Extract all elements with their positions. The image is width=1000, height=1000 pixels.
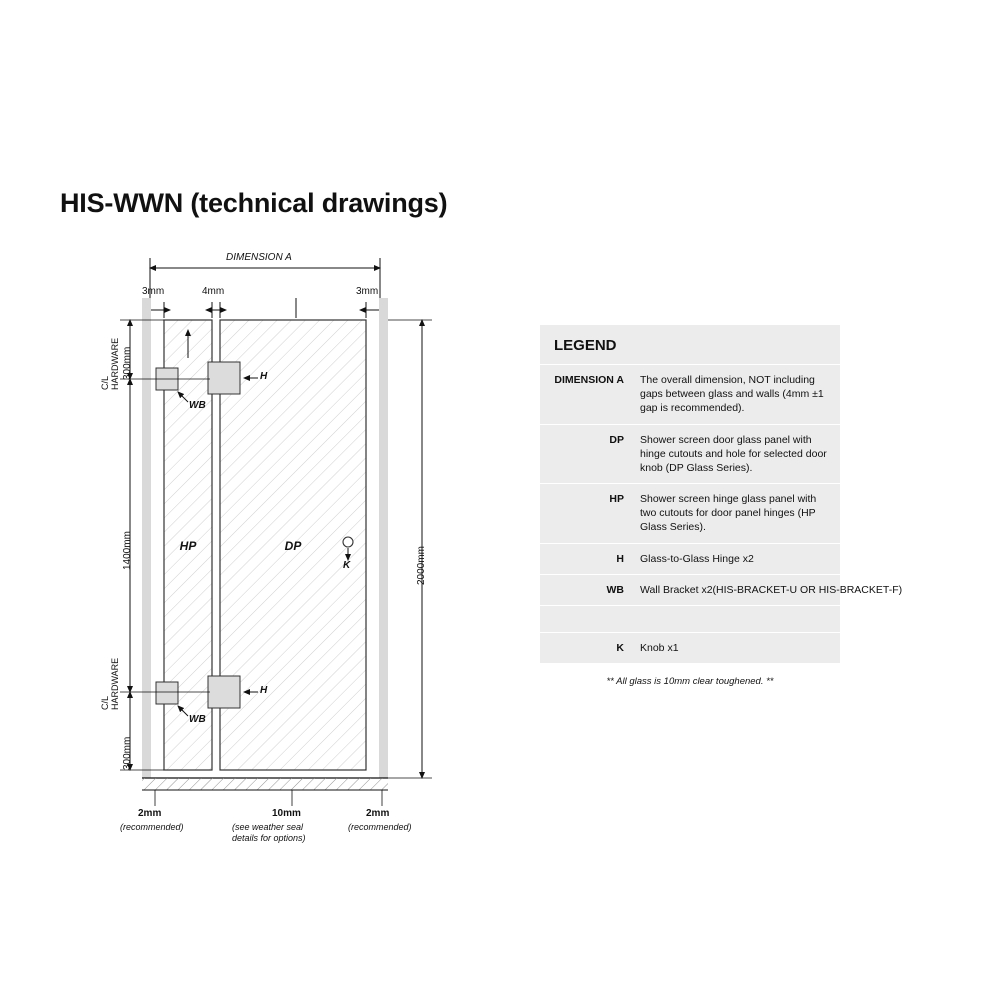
knob-callout: K: [343, 560, 351, 571]
dim-1400-label: 1400mm: [122, 531, 133, 570]
legend-value: Knob x1: [640, 641, 679, 654]
bottom-note-middle-value: 10mm: [272, 808, 301, 819]
dimension-a-label: DIMENSION A: [226, 252, 292, 263]
legend-heading: LEGEND: [540, 325, 840, 365]
svg-text:DP: DP: [284, 539, 302, 553]
legend-row: [540, 484, 840, 544]
legend-row: [540, 544, 840, 575]
gap-middle-label: 4mm: [202, 286, 225, 297]
legend-key: K: [616, 641, 624, 654]
cl-hardware-top-label: C/L HARDWARE: [100, 337, 120, 390]
legend-value: Glass-to-Glass Hinge x2: [640, 552, 754, 565]
bottom-note-left-value: 2mm: [138, 808, 162, 819]
dim-2000-label: 2000mm: [416, 546, 427, 585]
legend-value: The overall dimension, NOT including gaps between glass and walls (4mm ±1 gap is recommended).: [640, 374, 824, 415]
bottom-note-middle-note: (see weather seal details for options): [232, 822, 306, 844]
bottom-note-right-note: (recommended): [348, 822, 412, 832]
legend-key: WB: [606, 583, 624, 596]
legend-value: Wall Bracket x2(HIS-BRACKET-U OR HIS-BRACKET-F): [640, 583, 903, 596]
legend-key: H: [616, 552, 624, 565]
legend-key: DP: [609, 433, 624, 446]
technical-drawing: [60, 240, 480, 844]
legend-row-blank: [540, 606, 840, 633]
gap-left-label: 3mm: [142, 286, 165, 297]
wall-bracket-top-callout: WB: [189, 400, 206, 411]
page-title: HIS-WWN (technical drawings): [60, 188, 448, 218]
dim-300-top-label: 300mm: [122, 346, 133, 380]
legend-value: Shower screen door glass panel with hinge cutouts and hole for selected door knob (DP Glass Series).: [640, 433, 827, 474]
hinge-top-callout: H: [260, 371, 268, 382]
legend-value: Shower screen hinge glass panel with two cutouts for door panel hinges (HP Glass Series).: [640, 493, 817, 534]
dim-300-bottom-label: 300mm: [122, 736, 133, 770]
legend-key: HP: [609, 493, 624, 506]
legend-key: DIMENSION A: [554, 374, 624, 386]
legend-row: [540, 633, 840, 664]
hinge-bottom-callout: H: [260, 685, 268, 696]
bottom-note-left-note: (recommended): [120, 822, 184, 832]
legend-panel: [540, 325, 903, 701]
legend-row: [540, 575, 903, 606]
bottom-note-right-value: 2mm: [366, 808, 390, 819]
legend-row: [540, 365, 840, 425]
gap-right-label: 3mm: [356, 286, 379, 297]
cl-hardware-bottom-label: C/L HARDWARE: [100, 657, 120, 710]
svg-text:HP: HP: [179, 539, 197, 553]
legend-value: [632, 606, 840, 632]
wall-bracket-bottom-callout: WB: [189, 714, 206, 725]
legend-row: [540, 425, 840, 485]
legend-key: [540, 606, 632, 632]
legend-footnote: ** All glass is 10mm clear toughened. **: [540, 664, 840, 701]
